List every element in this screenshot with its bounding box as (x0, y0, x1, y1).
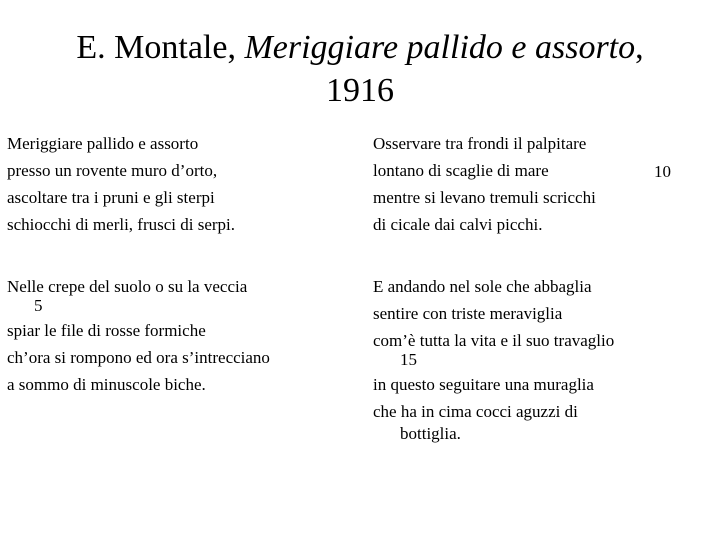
verse-line: Meriggiare pallido e assorto (7, 134, 199, 153)
verse-line: lontano di scaglie di mare (373, 161, 549, 180)
verse-line: che ha in cima cocci aguzzi di (373, 402, 578, 421)
line-number: 10 (654, 162, 671, 181)
title-work: Meriggiare pallido e assorto (244, 29, 636, 66)
verse-line: sentire con triste meraviglia (373, 304, 563, 323)
poem-title (0, 26, 720, 112)
verse-line: spiar le file di rosse formiche (7, 321, 206, 340)
verse-line: schiocchi di merli, frusci di serpi. (7, 215, 236, 234)
stanza-4 (373, 273, 614, 447)
verse-line: Osservare tra frondi il palpitare (373, 134, 587, 153)
verse-line: a sommo di minuscole biche. (7, 375, 206, 394)
verse-line: in questo seguitare una muraglia (373, 375, 594, 394)
line-number: 15 (400, 350, 417, 369)
verse-line: Nelle crepe del suolo o su la veccia (7, 277, 248, 296)
verse-line: mentre si levano tremuli scricchi (373, 188, 596, 207)
title-line-1 (0, 26, 720, 69)
verse-line: di cicale dai calvi picchi. (373, 215, 543, 234)
verse-line: ascoltare tra i pruni e gli sterpi (7, 188, 215, 207)
verse-line-continuation: bottiglia. (400, 424, 461, 443)
stanza-1 (7, 130, 235, 238)
line-number: 5 (34, 296, 43, 315)
verse-line: com’è tutta la vita e il suo travaglio (373, 331, 615, 350)
title-year: 1916 (326, 72, 394, 109)
title-comma: , (635, 29, 644, 66)
stanza-2 (7, 273, 270, 398)
verse-line: ch’ora si rompono ed ora s’intrecciano (7, 348, 270, 367)
verse-line: E andando nel sole che abbaglia (373, 277, 592, 296)
title-author: E. Montale, (76, 29, 245, 66)
stanza-3 (373, 130, 596, 238)
verse-line: presso un rovente muro d’orto, (7, 161, 218, 180)
